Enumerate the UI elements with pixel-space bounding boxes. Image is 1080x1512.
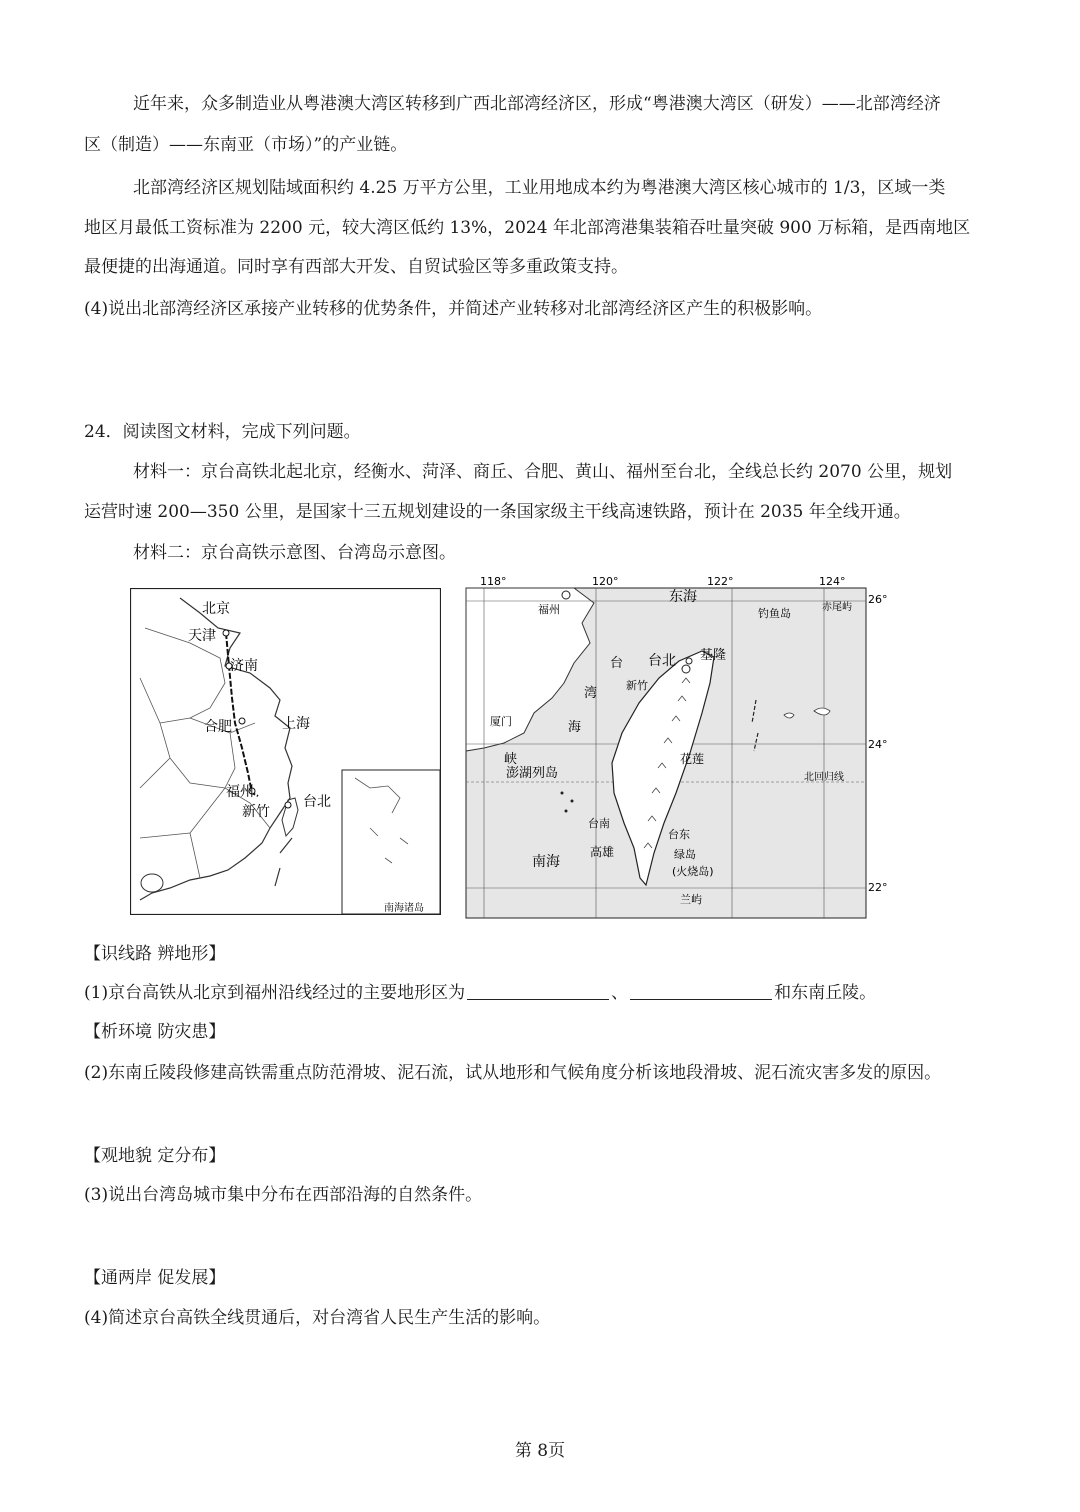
label-lvdao: 绿岛 xyxy=(674,848,696,861)
q23-para1-line1: 近年来，众多制造业从粤港澳大湾区转移到广西北部湾经济区，形成“粤港澳大湾区（研发）——北部湾经济 xyxy=(133,94,941,114)
label-tianjin: 天津 xyxy=(188,628,216,644)
q24-subquestion-4: (4)简述京台高铁全线贯通后，对台湾省人民生产生活的影响。 xyxy=(84,1308,551,1328)
lon-122: 122° xyxy=(707,575,734,588)
q24-subquestion-3: (3)说出台湾岛城市集中分布在西部沿海的自然条件。 xyxy=(84,1185,483,1205)
label-xia: 峡 xyxy=(504,752,518,767)
jingtai-railway-map xyxy=(130,588,441,915)
label-taibei: 台北 xyxy=(303,794,331,810)
label-huoshao: (火烧岛) xyxy=(672,865,714,878)
label-penghu: 澎湖列岛 xyxy=(506,766,559,781)
answer-blank-2[interactable] xyxy=(630,981,772,1000)
label-fuzhou: 福州 xyxy=(538,603,560,616)
label-fuzhou: 福州 xyxy=(226,784,254,800)
label-jinan: 济南 xyxy=(230,658,258,674)
q23-para2-line2: 地区月最低工资标准为 2200 元，较大湾区低约 13%，2024 年北部湾港集装箱吞吐量突破 900 万标箱，是西南地区 xyxy=(84,218,971,238)
label-xinzhu: 新竹 xyxy=(626,679,648,692)
label-xinzhu: 新竹 xyxy=(242,804,270,820)
q24-subquestion-1 xyxy=(84,981,876,1005)
q24-material1-line2: 运营时速 200—350 公里，是国家十三五规划建设的一条国家级主干线高速铁路，预计在 2035 年全线开通。 xyxy=(84,502,911,522)
page-number: 第 8页 xyxy=(514,1441,566,1461)
label-hai: 海 xyxy=(568,720,582,735)
taiwan-island-map xyxy=(464,573,890,919)
lon-124: 124° xyxy=(819,575,846,588)
label-xiamen: 厦门 xyxy=(490,715,512,728)
lon-118: 118° xyxy=(480,575,507,588)
section-heading-1: 【识线路 辨地形】 xyxy=(84,944,226,964)
label-taibei: 台北 xyxy=(648,653,676,669)
label-diaoyu: 钓鱼岛 xyxy=(758,607,791,620)
q1-text-b: 和东南丘陵。 xyxy=(774,983,877,1003)
label-beijing: 北京 xyxy=(202,601,230,617)
label-hualian: 花莲 xyxy=(680,752,705,766)
label-wan: 湾 xyxy=(584,686,598,701)
q23-subquestion-4: (4)说出北部湾经济区承接产业转移的优势条件，并简述产业转移对北部湾经济区产生的积极影响。 xyxy=(84,299,823,319)
label-shanghai: 上海 xyxy=(282,716,310,732)
label-tropic-of-cancer: 北回归线 xyxy=(804,772,844,783)
label-tainan: 台南 xyxy=(588,817,610,830)
section-heading-2: 【析环境 防灾患】 xyxy=(84,1022,226,1042)
q24-title: 24．阅读图文材料，完成下列问题。 xyxy=(84,422,361,442)
q1-separator: 、 xyxy=(611,983,629,1003)
label-lanyu: 兰屿 xyxy=(680,893,702,906)
label-tai: 台 xyxy=(610,656,624,671)
answer-blank-1[interactable] xyxy=(467,981,609,1000)
label-south-china-sea-islands: 南海诸岛 xyxy=(384,903,424,914)
label-gaoxiong: 高雄 xyxy=(590,845,615,859)
label-hefei: 合肥 xyxy=(204,719,232,735)
q24-subquestion-2: (2)东南丘陵段修建高铁需重点防范滑坡、泥石流，试从地形和气候角度分析该地段滑坡、泥石流灾害多发的原因。 xyxy=(84,1063,942,1083)
label-east-china-sea: 东海 xyxy=(669,589,697,605)
lon-120: 120° xyxy=(592,575,619,588)
q24-material2: 材料二：京台高铁示意图、台湾岛示意图。 xyxy=(133,543,456,563)
q23-para1-line2: 区（制造）——东南亚（市场）”的产业链。 xyxy=(84,135,408,155)
q23-para2-line3: 最便捷的出海通道。同时享有西部大开发、自贸试验区等多重政策支持。 xyxy=(84,257,628,277)
section-heading-4: 【通两岸 促发展】 xyxy=(84,1268,226,1288)
q24-material1-line1: 材料一：京台高铁北起北京，经衡水、菏泽、商丘、合肥、黄山、福州至台北，全线总长约 2070 公里，规划 xyxy=(133,462,953,482)
label-south-china-sea: 南海 xyxy=(532,854,560,870)
label-chiwei: 赤尾屿 xyxy=(822,602,852,613)
section-heading-3: 【观地貌 定分布】 xyxy=(84,1146,226,1166)
lat-26: 26° xyxy=(868,593,888,606)
lat-22: 22° xyxy=(868,881,888,894)
q23-para2-line1: 北部湾经济区规划陆域面积约 4.25 万平方公里，工业用地成本约为粤港澳大湾区核心城市的 1/3，区域一类 xyxy=(133,178,946,198)
lat-24: 24° xyxy=(868,738,888,751)
q1-text-a: (1)京台高铁从北京到福州沿线经过的主要地形区为 xyxy=(84,983,466,1003)
label-jilong: 基隆 xyxy=(700,648,727,663)
label-taidong: 台东 xyxy=(668,828,690,841)
